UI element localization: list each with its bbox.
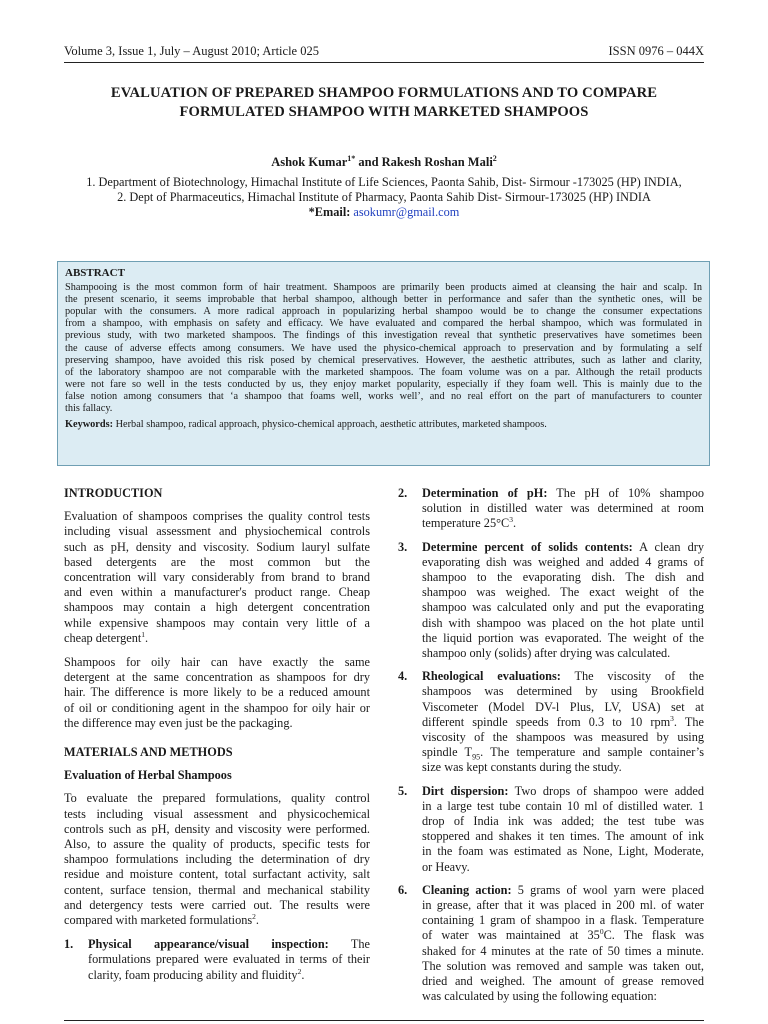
footer-rule	[64, 1020, 704, 1021]
text-line	[422, 486, 704, 501]
author-1-mark: 1*	[347, 153, 356, 163]
citation-ref: 2	[297, 966, 302, 976]
text-line: Shampoos for oily hair can have exactly the same	[64, 655, 370, 670]
text-line	[422, 669, 704, 684]
citation-ref: 1	[141, 629, 146, 639]
list-item-6	[398, 883, 704, 1005]
list-item-5	[398, 784, 704, 875]
item-body	[422, 540, 704, 662]
text-line: and even within a manufacturer's product range. Cheap	[64, 585, 370, 600]
abstract-text	[65, 282, 702, 415]
affiliation-2: 2. Dept of Pharmaceutics, Himachal Institute of Pharmacy, Paonta Sahib Dist- Sirmour-173025 (HP) INDIA	[117, 190, 651, 204]
text-span: clarity, foam producing ability and fluidity	[88, 967, 298, 982]
abstract-line: popular with the consumers. A more radical approach in popularizing herbal shampoo would be to change the consumer expectations	[65, 306, 702, 318]
text-line: shampoo formulations including the determination of dry	[64, 852, 370, 867]
text-span: .	[255, 913, 259, 928]
text-line: the liquid portion was evaporated. The weight of the	[422, 630, 704, 645]
text-line: shaked for 4 minutes at the rate of 50 times a minute.	[422, 943, 704, 958]
title-line-2: FORMULATED SHAMPOO WITH MARKETED SHAMPOOS	[179, 104, 589, 120]
item-title: Determination of pH:	[422, 486, 548, 500]
email-line	[40, 205, 728, 220]
header-rule	[64, 62, 704, 63]
text-span: temperature 25°C	[422, 516, 510, 531]
text-line: and detergency tests were carried out. The results were	[64, 897, 370, 912]
text-line: while expensive shampoos may contain very little of a	[64, 615, 370, 630]
subscript: 95	[472, 752, 481, 762]
text-span: .	[145, 630, 149, 645]
keywords-text: Herbal shampoo, radical approach, physico-chemical approach, aesthetic attributes, marketed shampoos.	[113, 419, 547, 431]
item-body	[422, 784, 704, 875]
list-item-4	[398, 669, 704, 775]
text-span: .	[301, 967, 305, 982]
text-line: of oil or conditioning agent in the shampoo for oily hair or	[64, 700, 370, 715]
item-title: Cleaning action:	[422, 882, 512, 897]
item-number: 6.	[398, 882, 408, 897]
text-line: shampoo was calculated only and put the evaporating	[422, 600, 704, 615]
item-title: Determine percent of solids contents:	[422, 539, 633, 554]
text-line	[422, 715, 704, 730]
abstract-line: from a shampoo, with emphasis on safety and efficacy. We have evaluated and compared the herbal shampoo, which was formulated in	[65, 318, 702, 330]
abstract-line: were not fare so well in the tests conducted by us, they enjoy market popularity, especially if they foam well. This is mainly due to the	[65, 378, 702, 390]
text-line: To evaluate the prepared formulations, quality control	[64, 791, 370, 806]
text-line: formulations prepared were evaluated in terms of their	[88, 952, 370, 967]
citation-ref: 3	[670, 713, 674, 723]
text-line	[422, 784, 704, 799]
text-line: hair. The difference is more likely to be a reduced amount	[64, 685, 370, 700]
email-link[interactable]: asokumr@gmail.com	[353, 205, 460, 219]
text-span: cheap detergent	[64, 630, 142, 645]
text-line: tests including visual assessment and physicochemical	[64, 806, 370, 821]
abstract-box	[57, 261, 710, 466]
citation-ref: 2	[252, 911, 256, 921]
abstract-line: this fallacy.	[65, 403, 113, 415]
text-line	[88, 937, 370, 952]
text-line	[64, 631, 370, 646]
item-body	[88, 937, 370, 983]
item-body	[422, 883, 704, 1005]
left-column	[64, 486, 370, 991]
introduction-paragraph-2	[64, 655, 370, 731]
paper-title	[64, 84, 704, 122]
text-line: drop of India ink was added; the test tube was	[422, 814, 704, 829]
abstract-line: false notion among consumers that ‘a shampoo that foams well, works well’, and no real effort on the part of manufacturers to counter	[65, 390, 702, 402]
text-line: Also, to assure the quality of products, specific tests for	[64, 837, 370, 852]
text-line: shampoo to the evaporating dish. The dish and	[422, 570, 704, 585]
text-line: shampoo only (solids) after drying was calculated.	[422, 646, 671, 661]
methods-heading: MATERIALS AND METHODS	[64, 745, 233, 760]
list-item-1	[64, 937, 370, 983]
text-line: The solution was removed and sample was taken out,	[422, 958, 704, 973]
item-number: 2.	[398, 486, 408, 500]
evaluation-paragraph	[64, 791, 370, 928]
text-line: shampoos was determined by using Brookfield	[422, 684, 704, 699]
text-line: Viscometer (Model DV-l Plus, LV, USA) set at	[422, 699, 704, 714]
text-line: solution in distilled water was determined at room	[422, 501, 704, 516]
abstract-line: preserving shampoo, have avoided this risk posed by chemical preservatives. However, the aesthetic attributes, such as lather and clarity,	[65, 354, 702, 366]
issn: ISSN 0976 – 044X	[608, 44, 704, 58]
abstract-heading: ABSTRACT	[65, 267, 125, 279]
author-1: Ashok Kumar	[271, 155, 348, 169]
item-title: Dirt dispersion:	[422, 783, 509, 798]
text-line: shampoo was weighed. The exact weight of the	[422, 585, 704, 600]
text-span: of water was maintained at 35	[422, 928, 600, 943]
affiliations	[40, 175, 728, 220]
text-span: spindle T	[422, 745, 473, 760]
evaluation-heading: Evaluation of Herbal Shampoos	[64, 768, 232, 783]
text-span: compared with marketed formulations	[64, 913, 253, 928]
introduction-heading: INTRODUCTION	[64, 486, 163, 500]
affiliation-1: 1. Department of Biotechnology, Himachal Institute of Life Sciences, Paonta Sahib, Dist- Sirmour -173025 (HP) INDIA,	[86, 175, 682, 189]
keywords	[65, 419, 702, 431]
text-line: in the foam was estimated as None, Light, Moderate,	[422, 844, 704, 859]
text-span: C. The flask was	[603, 928, 705, 943]
text-line: in a large test tube contain 10 ml of distilled water. 1	[422, 798, 704, 813]
item-title: Rheological evaluations:	[422, 669, 561, 684]
text-line: in grease, after that it was placed in 200 ml. of water	[422, 898, 704, 913]
item-number: 1.	[64, 937, 74, 952]
text-line: the difference may even just be the packaging.	[64, 715, 293, 730]
text-span: different spindle speeds from 0.3 to 10 rpm	[422, 714, 671, 729]
text-span: .	[512, 516, 517, 531]
item-title: Physical appearance/visual inspection:	[88, 937, 329, 952]
keywords-label: Keywords:	[65, 419, 114, 431]
title-line-1: EVALUATION OF PREPARED SHAMPOO FORMULATIONS AND TO COMPARE	[110, 85, 658, 101]
text-line: size was kept constants during the study.	[422, 760, 622, 775]
text-line: controls such as pH, density and viscosity were performed.	[64, 821, 370, 836]
text-line: Evaluation of shampoos comprises the quality control tests	[64, 509, 370, 524]
text-span: Two drops of shampoo were added	[508, 783, 704, 798]
text-line	[88, 968, 370, 983]
text-line: viscosity of the shampoos was measured by using	[422, 730, 704, 745]
text-line: content, surface tension, thermal and mechanical stability	[64, 882, 370, 897]
text-line: concentration will vary considerably from brand to brand	[64, 570, 370, 585]
text-line: such as pH, density and viscosity. Sodium lauryl sulfate	[64, 539, 370, 554]
abstract-line: the cause of adverse effects among consumers. We have used the physico-chemical approach to preservation and by formulating a self	[65, 342, 702, 354]
right-column	[398, 486, 704, 1013]
text-line: detergent at the same concentration as shampoos for dry	[64, 670, 370, 685]
item-body	[422, 486, 704, 532]
citation-ref: 3	[509, 515, 513, 525]
item-number: 4.	[398, 669, 408, 684]
text-line	[422, 516, 704, 531]
text-line: dried and weighed. The amount of grease removed	[422, 974, 704, 989]
text-line	[64, 913, 370, 928]
author-2: Rakesh Roshan Mali	[381, 155, 493, 169]
item-number: 3.	[398, 539, 408, 554]
text-span: 5 grams of wool yarn were placed	[511, 882, 705, 897]
text-span: The viscosity of the	[560, 669, 705, 684]
introduction-paragraph-1	[64, 509, 370, 646]
text-line: or Heavy.	[422, 859, 470, 874]
authors	[64, 155, 704, 170]
author-2-mark: 2	[492, 153, 497, 163]
abstract-line: previous study, with two marketed shampoos. The findings of this investigation reveal that synthetic preservatives have sometimes been	[65, 330, 702, 342]
text-line: based detergents are the most common but the	[64, 554, 370, 569]
text-line: residue and moisture content, total surfactant activity, salt	[64, 867, 370, 882]
item-body	[422, 669, 704, 775]
author-joiner: and	[355, 155, 382, 169]
text-line: was calculated by using the following equation:	[422, 989, 657, 1004]
text-line: shampoos may contain a high detergent concentration	[64, 600, 370, 615]
text-span: . The	[673, 714, 704, 729]
abstract-line: of the laboratory shampoo are not comparable with the marketed shampoos. The foam volume was on a par. Although the retail products	[65, 366, 702, 378]
email-label: *Email:	[308, 205, 354, 219]
journal-volume: Volume 3, Issue 1, July – August 2010; Article 025	[64, 44, 319, 58]
text-line	[422, 745, 704, 760]
text-line: containing 1 gram of shampoo in a flask. Temperature	[422, 913, 704, 928]
text-line	[422, 928, 704, 943]
running-header	[64, 44, 704, 59]
item-number: 5.	[398, 783, 408, 798]
list-item-2	[398, 486, 704, 532]
abstract-line: Shampooing is the most common form of hair treatment. Shampoos are primarily been products aimed at cleansing the hair and scalp. In	[65, 282, 702, 294]
text-line: stoppered and shakes it ten times. The amount of ink	[422, 829, 704, 844]
list-item-3	[398, 540, 704, 662]
text-line: dish with shampoo was placed on the hot plate until	[422, 615, 704, 630]
abstract-line: the present scenario, it seems improbable that herbal shampoo, although better in performance and safer than the synthetic ones, will be	[65, 294, 702, 306]
superscript: 0	[599, 927, 604, 937]
text-line: including visual assessment and physiochemical controls	[64, 524, 370, 539]
text-span: The pH of 10% shampoo	[547, 486, 704, 500]
text-span: . The temperature and sample container’s	[480, 745, 704, 760]
text-line: evaporating dish was weighed and added 4 grams of	[422, 554, 704, 569]
text-span: A clean dry	[632, 539, 705, 554]
text-line	[422, 540, 704, 555]
text-line	[422, 883, 704, 898]
text-span: The	[328, 937, 370, 952]
